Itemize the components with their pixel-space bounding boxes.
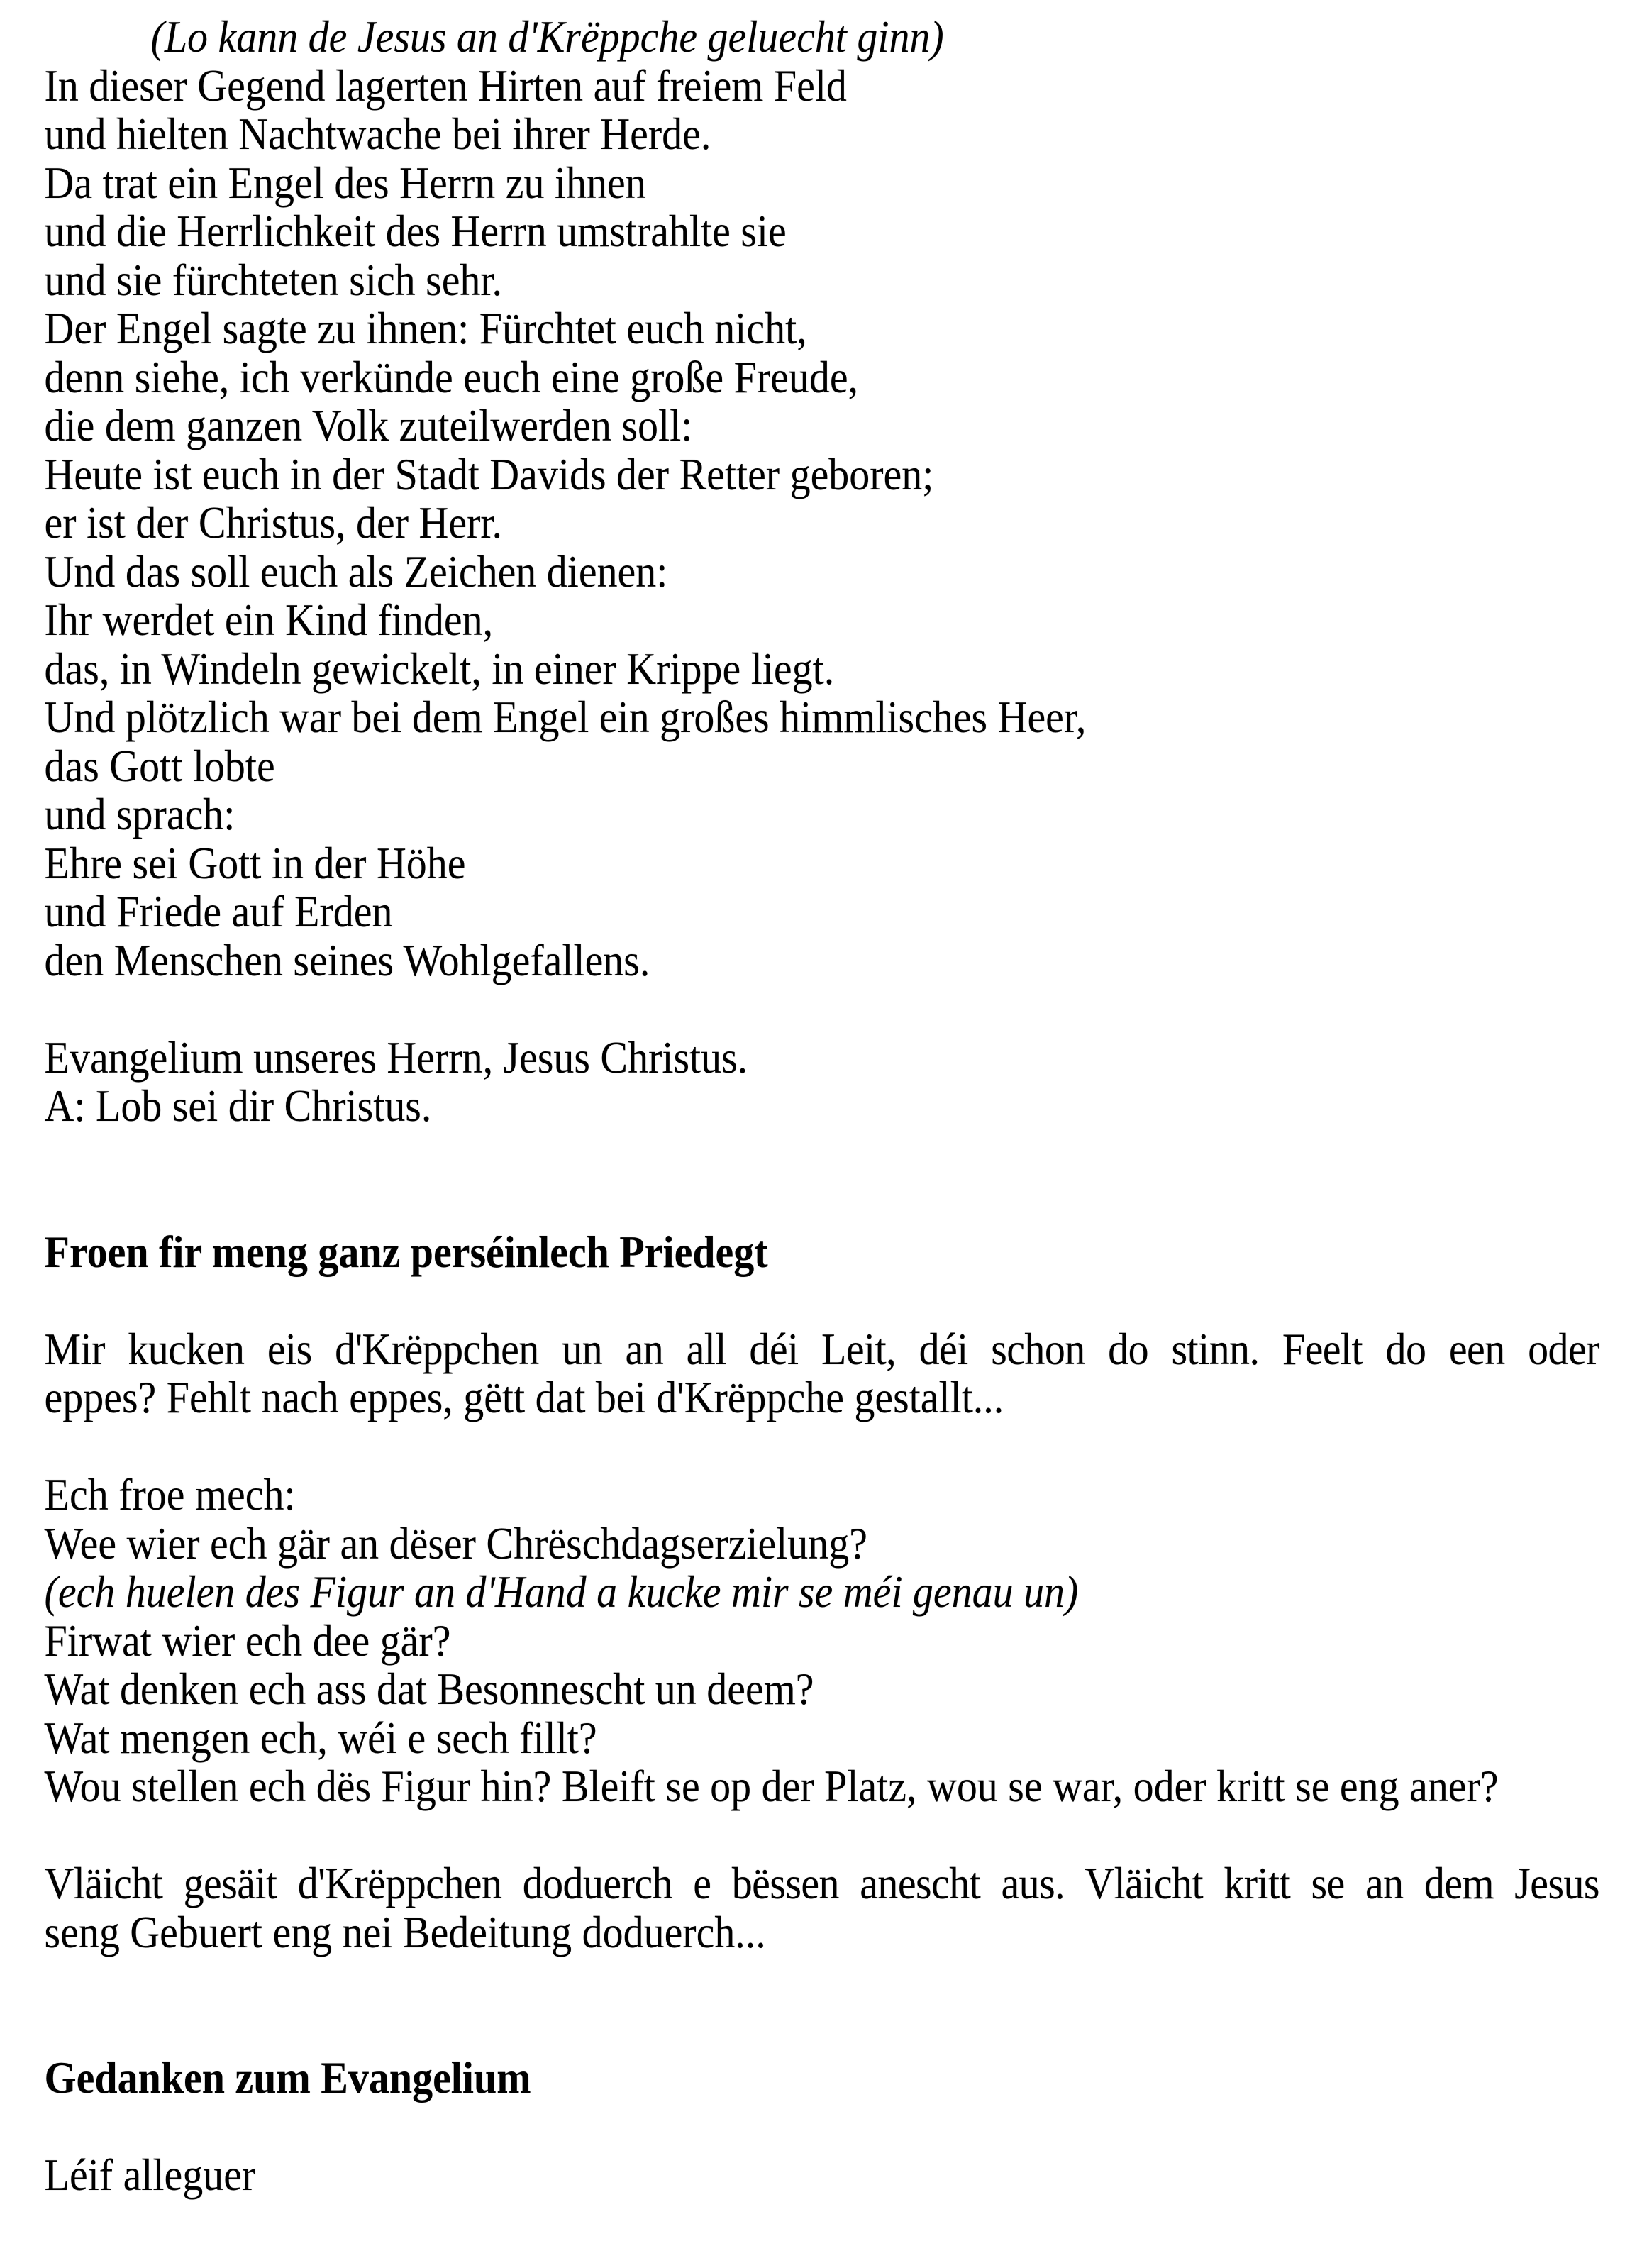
- blank-line: [45, 1179, 1599, 1228]
- questions-closing-line: seng Gebuert eng nei Bedeitung doduerch...: [44, 1907, 766, 1957]
- question-line: Wou stellen ech dës Figur hin? Bleift se op der Platz, wou se war, oder kritt se eng aner?: [44, 1761, 1499, 1811]
- gospel-response: A: Lob sei dir Christus.: [44, 1081, 432, 1131]
- gospel-line: Ehre sei Gott in der Höhe: [44, 838, 466, 888]
- gospel-line: In dieser Gegend lagerten Hirten auf freiem Feld: [44, 60, 847, 111]
- questions-intro-line: eppes? Fehlt nach eppes, gëtt dat bei d'Krëppche gestallt...: [44, 1373, 1004, 1422]
- gospel-line: Und plötzlich war bei dem Engel ein großes himmlisches Heer,: [44, 692, 1087, 742]
- questions-section-heading: Froen fir meng ganz perséinlech Priedegt: [44, 1227, 768, 1277]
- gospel-line: den Menschen seines Wohlgefallens.: [44, 935, 650, 985]
- gospel-line: Und das soll euch als Zeichen dienen:: [44, 546, 668, 597]
- gospel-line: die dem ganzen Volk zuteilwerden soll:: [44, 401, 693, 450]
- gospel-line: Da trat ein Engel des Herrn zu ihnen: [44, 157, 646, 208]
- blank-line: [45, 1811, 1599, 1860]
- gospel-line: und hielten Nachtwache bei ihrer Herde.: [44, 109, 711, 159]
- blank-line: [45, 2006, 1599, 2054]
- question-line: Firwat wier ech dee gär?: [44, 1615, 451, 1666]
- gospel-stage-direction: (Lo kann de Jesus an d'Krëppche geluecht ginn): [150, 12, 944, 62]
- blank-line: [45, 1276, 1599, 1325]
- question-line: Wee wier ech gär an dëser Chrëschdagserzielung?: [44, 1518, 867, 1569]
- blank-line: [45, 2103, 1599, 2152]
- questions-prompt: Ech froe mech:: [44, 1470, 296, 1520]
- gospel-line: denn siehe, ich verkünde euch eine große Freude,: [44, 352, 859, 402]
- questions-intro-line: Mir kucken eis d'Krëppchen un an all déi Leit, déi schon do stinn. Feelt do een oder: [44, 1324, 1599, 1374]
- gospel-line: und die Herrlichkeit des Herrn umstrahlte sie: [44, 206, 787, 256]
- salutation: Léif alleguer: [44, 2150, 256, 2200]
- gospel-line: Heute ist euch in der Stadt Davids der Retter geboren;: [44, 449, 934, 499]
- gospel-acclamation: Evangelium unseres Herrn, Jesus Christus.: [44, 1032, 748, 1083]
- gospel-line: und sprach:: [44, 790, 235, 839]
- thoughts-section-heading: Gedanken zum Evangelium: [44, 2053, 531, 2103]
- blank-line: [45, 1131, 1599, 1180]
- blank-line: [45, 1422, 1599, 1471]
- gospel-line: und sie fürchteten sich sehr.: [44, 255, 502, 305]
- blank-line: [45, 985, 1599, 1034]
- question-line: Wat denken ech ass dat Besonnescht un deem?: [44, 1664, 814, 1714]
- gospel-line: er ist der Christus, der Herr.: [44, 498, 503, 548]
- questions-closing-line: Vläicht gesäit d'Krëppchen doduerch e bëssen anescht aus. Vläicht kritt se an dem Jesus: [44, 1859, 1599, 1908]
- question-line: Wat mengen ech, wéi e sech fillt?: [44, 1713, 597, 1763]
- gospel-line: das Gott lobte: [44, 741, 275, 791]
- gospel-line: und Friede auf Erden: [44, 887, 393, 936]
- gospel-line: das, in Windeln gewickelt, in einer Krippe liegt.: [44, 643, 835, 694]
- gospel-line: Der Engel sagte zu ihnen: Fürchtet euch nicht,: [44, 304, 807, 353]
- blank-line: [45, 1957, 1599, 2006]
- question-stage-direction: (ech huelen des Figur an d'Hand a kucke mir se méi genau un): [44, 1567, 1079, 1617]
- gospel-line: Ihr werdet ein Kind finden,: [44, 595, 494, 645]
